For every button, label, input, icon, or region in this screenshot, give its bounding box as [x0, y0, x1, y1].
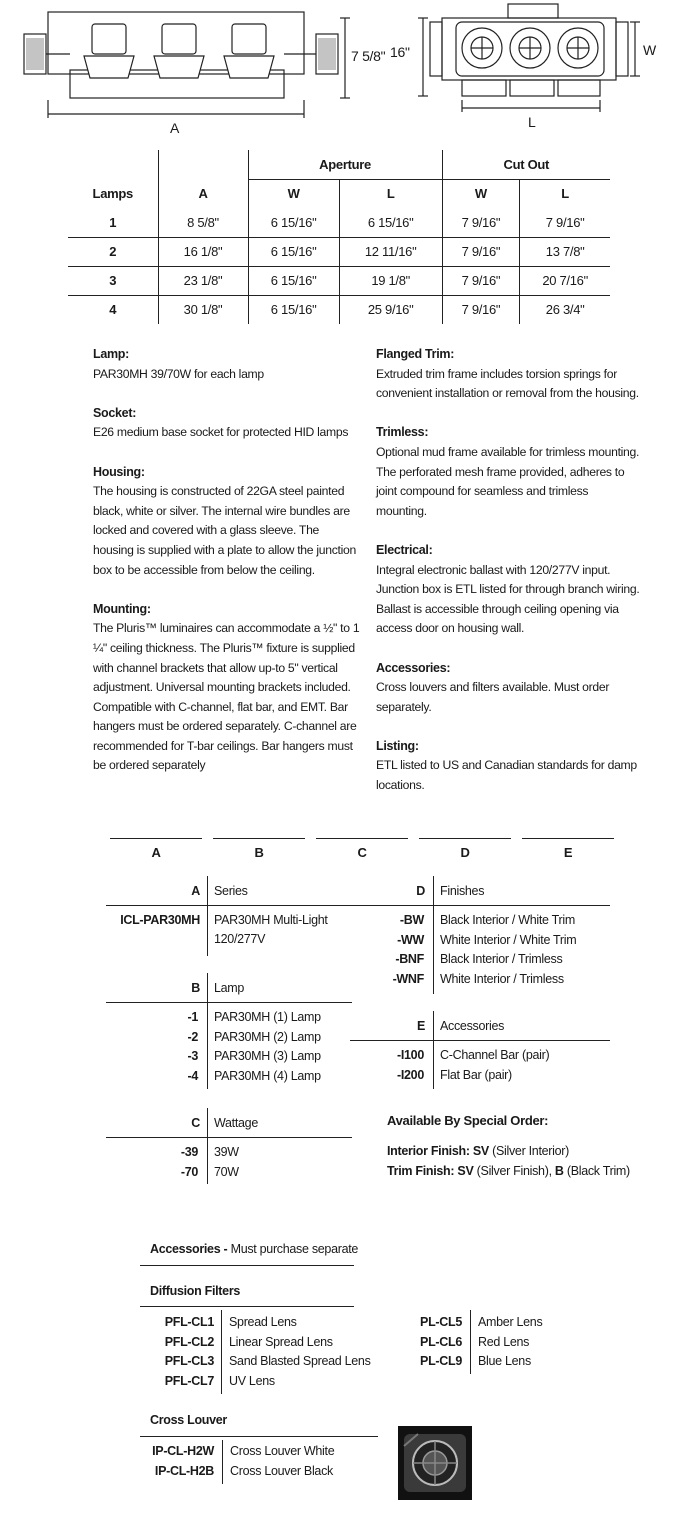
- list-item: C-Channel Bar (pair): [440, 1048, 550, 1062]
- spec-body-accessories: Cross louvers and filters available. Must order separately.: [376, 680, 610, 714]
- table-cell: 6 15/16": [248, 266, 339, 295]
- list-item: -4: [187, 1069, 198, 1083]
- col-header-lamps: Lamps: [68, 179, 158, 208]
- list-item: PL-CL6: [420, 1335, 462, 1349]
- cross-louver-title: Cross Louver: [150, 1413, 227, 1427]
- accessories-title-bold: Accessories -: [150, 1242, 228, 1256]
- spec-body-lamp: PAR30MH 39/70W for each lamp: [93, 366, 264, 381]
- diffusion-filters-title: Diffusion Filters: [150, 1284, 241, 1298]
- list-item: PFL-CL2: [164, 1335, 214, 1349]
- series-desc-2: 120/277V: [214, 932, 266, 946]
- list-item: -WNF: [392, 972, 424, 986]
- table-cell: 13 7/8": [520, 237, 610, 266]
- list-item: -70: [180, 1165, 198, 1179]
- table-cell: 8 5/8": [158, 208, 248, 237]
- order-column-c: C: [316, 838, 408, 860]
- list-item: -I200: [397, 1068, 424, 1082]
- table-row: [68, 208, 610, 237]
- table-cell: 6 15/16": [339, 208, 442, 237]
- series-letter: A: [191, 884, 200, 898]
- table-cell: 3: [68, 266, 158, 295]
- list-item: -39: [180, 1145, 198, 1159]
- table-cell: 7 9/16": [442, 208, 520, 237]
- list-item: -3: [187, 1049, 198, 1063]
- list-item: PAR30MH (1) Lamp: [214, 1010, 321, 1024]
- wattage-label: Wattage: [214, 1116, 258, 1130]
- list-item: UV Lens: [229, 1374, 275, 1388]
- special-order-trim: [387, 1162, 630, 1182]
- spec-body-socket: E26 medium base socket for protected HID lamps: [93, 425, 349, 440]
- dim-label-16: 16": [390, 44, 410, 60]
- table-cell: 6 15/16": [248, 208, 339, 237]
- table-row: [68, 266, 610, 295]
- special-trim-desc-1: (Silver Finish),: [473, 1164, 555, 1178]
- spec-body-mounting: The Pluris™ luminaires can accommodate a ½" to 1 ¼" ceiling thickness. The Pluris™ fixture is supplied with channel brackets that allow up-to 5" vertical adjustment. Universal mounting brackets included. Compatible with C-channel, flat bar, and EMT. Bar hangers must be ordered separately. C-channel are recommended for T-bar ceilings. Bar hangers must be ordered separately: [93, 621, 360, 773]
- dim-label-l: L: [528, 114, 536, 130]
- table-cell: 7 9/16": [442, 295, 520, 324]
- aperture-group-header: Aperture: [248, 150, 442, 179]
- table-row: [68, 295, 610, 324]
- list-item: PL-CL9: [420, 1354, 462, 1368]
- spec-title-trimless: Trimless:: [376, 425, 429, 440]
- list-item: PL-CL5: [420, 1315, 462, 1329]
- order-column-d: D: [419, 838, 511, 860]
- spec-body-trimless: Optional mud frame available for trimless mounting. The perforated mesh frame provided, adheres to joint compound for seamless and trimless mounting.: [376, 444, 640, 518]
- order-column-e: E: [522, 838, 614, 860]
- cutout-group-header: Cut Out: [442, 150, 610, 179]
- list-item: Spread Lens: [229, 1315, 297, 1329]
- spec-body-housing: The housing is constructed of 22GA steel painted black, white or silver. The internal wire bundles are locked and covered with a glass sleeve. The housing is supplied with a plate to allow the junction box to be accessible from below the ceiling.: [93, 484, 356, 577]
- list-item: -BNF: [395, 952, 424, 966]
- special-interior-label: Interior Finish: SV: [387, 1144, 489, 1158]
- spec-body-listing: ETL listed to US and Canadian standards for damp locations.: [376, 758, 637, 793]
- table-cell: 7 9/16": [442, 237, 520, 266]
- finishes-letter: D: [416, 884, 425, 898]
- lamp-letter: B: [191, 981, 200, 995]
- spec-right-column: [376, 345, 640, 796]
- list-item: Cross Louver Black: [230, 1464, 333, 1478]
- list-item: -BW: [399, 913, 424, 927]
- spec-title-electrical: Electrical:: [376, 542, 433, 557]
- accessories-section-title: [150, 1242, 358, 1256]
- list-item: PFL-CL7: [164, 1374, 214, 1388]
- table-cell: 4: [68, 295, 158, 324]
- col-header-cutout-w: W: [442, 179, 520, 208]
- series-label: Series: [214, 884, 248, 898]
- dimensions-table: [68, 150, 610, 324]
- list-item: Blue Lens: [478, 1354, 531, 1368]
- list-item: -WW: [397, 933, 424, 947]
- table-cell: 25 9/16": [339, 295, 442, 324]
- table-cell: 12 11/16": [339, 237, 442, 266]
- list-item: Black Interior / Trimless: [440, 952, 563, 966]
- spec-body-electrical: Integral electronic ballast with 120/277V input. Junction box is ETL listed for through branch wiring. Ballast is accessible through ceiling opening via access door on housing wall.: [376, 562, 640, 636]
- special-trim-desc-2: (Black Trim): [563, 1164, 630, 1178]
- table-cell: 7 9/16": [442, 266, 520, 295]
- list-item: White Interior / White Trim: [440, 933, 577, 947]
- cross-louver-photo: [398, 1426, 472, 1500]
- list-item: Red Lens: [478, 1335, 530, 1349]
- dim-label-w: W: [643, 42, 656, 58]
- plan-view-drawing: [0, 0, 698, 140]
- list-item: PAR30MH (3) Lamp: [214, 1049, 321, 1063]
- table-cell: 6 15/16": [248, 295, 339, 324]
- special-order-interior: [387, 1142, 569, 1162]
- special-interior-desc: (Silver Interior): [488, 1144, 569, 1158]
- list-item: Amber Lens: [478, 1315, 543, 1329]
- table-row: [68, 237, 610, 266]
- table-cell: 23 1/8": [158, 266, 248, 295]
- list-item: Linear Spread Lens: [229, 1335, 333, 1349]
- list-item: Black Interior / White Trim: [440, 913, 575, 927]
- col-header-aperture-l: L: [339, 179, 442, 208]
- table-cell: 1: [68, 208, 158, 237]
- table-cell: 20 7/16": [520, 266, 610, 295]
- list-item: Sand Blasted Spread Lens: [229, 1354, 371, 1368]
- spec-title-housing: Housing:: [93, 464, 145, 479]
- col-header-a: A: [158, 179, 248, 208]
- accessories-label: Accessories: [440, 1019, 505, 1033]
- list-item: Cross Louver White: [230, 1444, 335, 1458]
- finishes-label: Finishes: [440, 884, 485, 898]
- list-item: IP-CL-H2B: [154, 1464, 214, 1478]
- col-header-cutout-l: L: [561, 186, 569, 202]
- order-column-a: A: [110, 838, 202, 860]
- spec-title-mounting: Mounting:: [93, 601, 151, 616]
- special-trim-label: Trim Finish: SV: [387, 1164, 474, 1178]
- list-item: 70W: [214, 1165, 239, 1179]
- table-cell: 19 1/8": [339, 266, 442, 295]
- spec-title-lamp: Lamp:: [93, 347, 130, 361]
- spec-title-accessories: Accessories:: [376, 660, 451, 675]
- spec-title-flanged-trim: Flanged Trim:: [376, 347, 455, 361]
- accessories-title-rest: Must purchase separate: [227, 1242, 359, 1256]
- table-cell: 30 1/8": [158, 295, 248, 324]
- table-cell: 26 3/4": [545, 302, 585, 318]
- list-item: PAR30MH (4) Lamp: [214, 1069, 321, 1083]
- dim-label-height: 7 5/8": [351, 48, 386, 64]
- spec-body-flanged-trim: Extruded trim frame includes torsion springs for convenient installation or removal from the housing.: [376, 366, 639, 401]
- spec-left-column: [93, 345, 361, 796]
- list-item: Flat Bar (pair): [440, 1068, 512, 1082]
- list-item: PAR30MH (2) Lamp: [214, 1030, 321, 1044]
- dim-label-a: A: [170, 120, 180, 136]
- lamp-label: Lamp: [214, 981, 245, 995]
- spec-title-socket: Socket:: [93, 405, 137, 420]
- special-order-title: Available By Special Order:: [387, 1113, 549, 1128]
- list-item: 39W: [214, 1145, 239, 1159]
- special-trim-b: B: [554, 1164, 564, 1178]
- list-item: PFL-CL1: [164, 1315, 214, 1329]
- table-cell: 2: [68, 237, 158, 266]
- list-item: -I100: [397, 1048, 424, 1062]
- wattage-letter: C: [191, 1116, 200, 1130]
- table-cell: 16 1/8": [158, 237, 248, 266]
- list-item: -2: [187, 1030, 198, 1044]
- table-cell: 6 15/16": [248, 237, 339, 266]
- accessories-letter: E: [416, 1019, 425, 1033]
- list-item: IP-CL-H2W: [152, 1444, 214, 1458]
- spec-title-listing: Listing:: [376, 738, 419, 753]
- list-item: White Interior / Trimless: [440, 972, 564, 986]
- series-code: ICL-PAR30MH: [120, 913, 200, 927]
- list-item: PFL-CL3: [164, 1354, 214, 1368]
- table-cell: 7 9/16": [520, 208, 610, 237]
- order-column-b: B: [213, 838, 305, 860]
- series-desc-1: PAR30MH Multi-Light: [214, 913, 328, 927]
- col-header-aperture-w: W: [248, 179, 339, 208]
- list-item: -1: [187, 1010, 198, 1024]
